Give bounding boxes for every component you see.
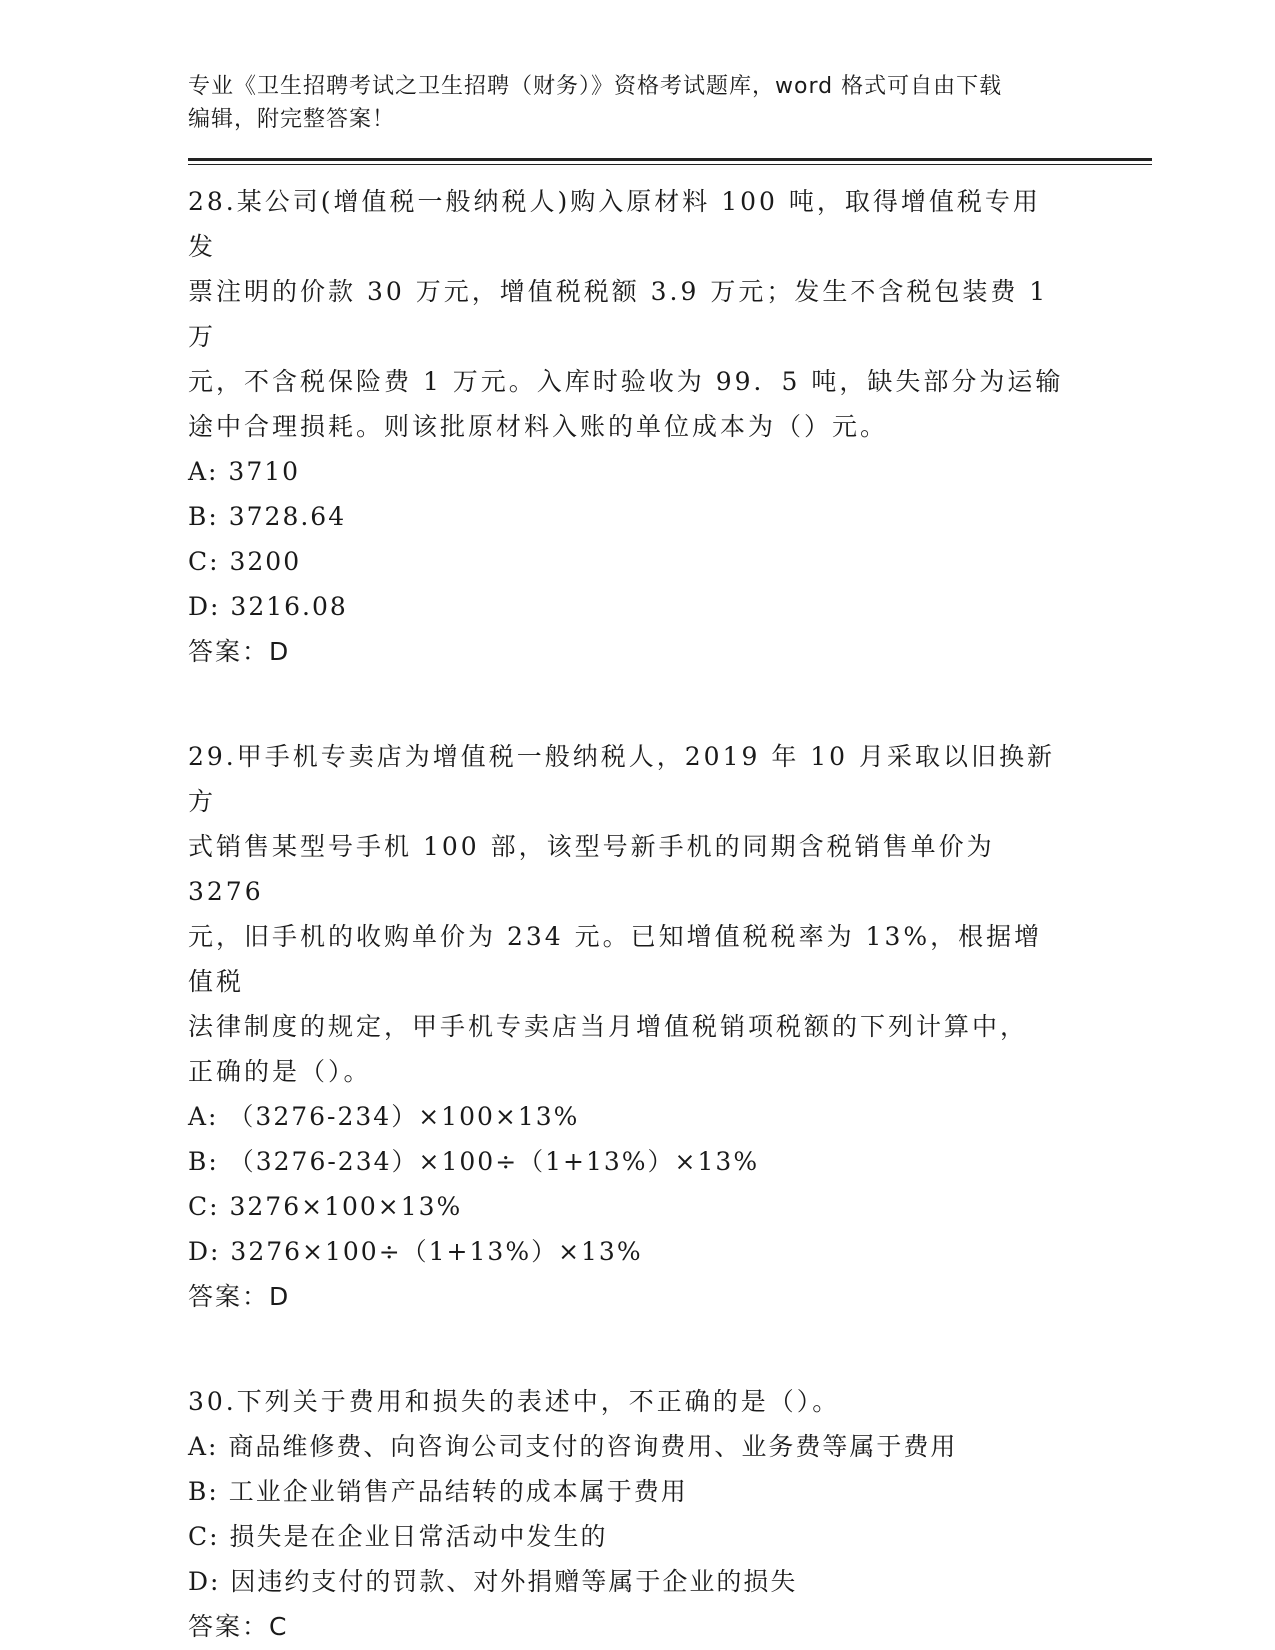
stem-line: 票注明的价款 30 万元，增值税税额 3.9 万元；发生不含税包装费 1 万 <box>188 277 1049 351</box>
header-line-2: 编辑，附完整答案！ <box>188 107 396 132</box>
answer-line: 答案：D <box>188 1282 291 1311</box>
option-d: D: 3216.08 <box>188 592 348 621</box>
header-line-1: 专业《卫生招聘考试之卫生招聘（财务）》资格考试题库，word 格式可自由下载 <box>188 74 1003 99</box>
spacer <box>188 674 1158 720</box>
stem-line: 29.甲手机专卖店为增值税一般纳税人，2019 年 10 月采取以旧换新方 <box>188 742 1056 816</box>
answer-line: 答案：C <box>188 1612 289 1641</box>
spacer <box>188 1319 1158 1365</box>
option-b: B: （3276-234）×100÷（1+13%）×13% <box>188 1147 760 1176</box>
option-c: C: 3276×100×13% <box>188 1192 463 1221</box>
question-stem <box>188 1379 1068 1424</box>
stem-line: 正确的是（）。 <box>188 1057 372 1086</box>
question-stem <box>188 734 1068 1094</box>
question-28 <box>188 179 1158 674</box>
option-a: A: 3710 <box>188 457 301 486</box>
option-a: A: （3276-234）×100×13% <box>188 1102 580 1131</box>
stem-line: 元，不含税保险费 1 万元。入库时验收为 99．5 吨，缺失部分为运输 <box>188 367 1064 396</box>
option-a: A: 商品维修费、向咨询公司支付的咨询费用、业务费等属于费用 <box>188 1432 958 1461</box>
stem-line: 式销售某型号手机 100 部，该型号新手机的同期含税销售单价为 3276 <box>188 832 995 906</box>
answer-line: 答案：D <box>188 637 291 666</box>
stem-line: 法律制度的规定，甲手机专卖店当月增值税销项税额的下列计算中， <box>188 1012 1029 1041</box>
option-b: B: 工业企业销售产品结转的成本属于费用 <box>188 1477 688 1506</box>
option-c: C: 3200 <box>188 547 302 576</box>
question-stem <box>188 179 1068 449</box>
question-30 <box>188 1379 1158 1649</box>
header-rule-thin <box>188 164 1152 165</box>
option-d: D: 因违约支付的罚款、对外捐赠等属于企业的损失 <box>188 1567 798 1596</box>
stem-line: 28.某公司(增值税一般纳税人)购入原材料 100 吨，取得增值税专用发 <box>188 187 1041 261</box>
document-page <box>188 70 1158 1649</box>
stem-line: 元，旧手机的收购单价为 234 元。已知增值税税率为 13%，根据增值税 <box>188 922 1043 996</box>
option-b: B: 3728.64 <box>188 502 347 531</box>
stem-line: 途中合理损耗。则该批原材料入账的单位成本为（）元。 <box>188 412 889 441</box>
option-d: D: 3276×100÷（1+13%）×13% <box>188 1237 643 1266</box>
stem-line: 30.下列关于费用和损失的表述中，不正确的是（）。 <box>188 1387 841 1416</box>
document-header <box>188 70 1068 136</box>
option-c: C: 损失是在企业日常活动中发生的 <box>188 1522 608 1551</box>
header-rule-thick <box>188 158 1152 161</box>
question-29 <box>188 734 1158 1319</box>
